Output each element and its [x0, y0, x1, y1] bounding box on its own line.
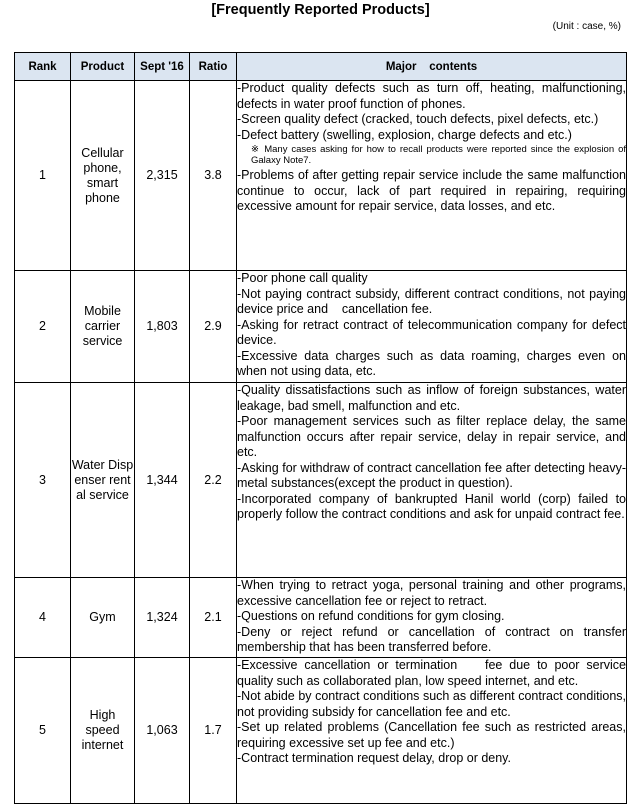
- count-cell: 1,063: [135, 658, 190, 804]
- content-item: -Product quality defects such as turn off, heating, malfunctioning, defects in water proof function of phones.: [237, 81, 626, 111]
- unit-label: (Unit : case, %): [552, 21, 621, 32]
- table-row: [15, 271, 627, 383]
- ratio-cell: 2.2: [190, 383, 237, 578]
- content-note: ※ Many cases asking for how to recall products were reported since the explosion of Galaxy Note7.: [251, 144, 626, 166]
- content-item: -Excessive data charges such as data roaming, charges even on when not using data, etc.: [237, 348, 626, 378]
- header-product: Product: [71, 53, 135, 81]
- contents-cell: [237, 271, 630, 383]
- table-row: [15, 383, 627, 578]
- page-title: [Frequently Reported Products]: [211, 2, 430, 18]
- content-item: -Poor management services such as filter replace delay, the same malfunction occurs after repair service, delay in repair service, and etc.: [237, 414, 626, 459]
- product-cell: Gym: [71, 578, 135, 658]
- content-item: -Quality dissatisfactions such as inflow of foreign substances, water leakage, bad smell, malfunction and etc.: [237, 383, 626, 413]
- contents-cell: [237, 81, 627, 271]
- content-item: -Set up related problems (Cancellation fee such as restricted areas, requiring excessive set up fee and etc.): [237, 720, 626, 750]
- rank-cell: 4: [15, 578, 71, 658]
- ratio-cell: 1.7: [190, 658, 237, 804]
- ratio-cell: 3.8: [190, 81, 237, 271]
- rank-cell: 5: [15, 658, 71, 804]
- content-item: -Incorporated company of bankrupted Hanil world (corp) failed to properly follow the contract conditions and ask for unpaid contract fee.: [237, 491, 626, 521]
- product-cell: Cellular phone, smart phone: [71, 81, 135, 271]
- contents-cell: [237, 578, 627, 658]
- table-row: [15, 81, 627, 271]
- content-item: -Questions on refund conditions for gym closing.: [237, 609, 505, 623]
- content-item: -When trying to retract yoga, personal training and other programs, excessive cancellation fee or reject to retract.: [237, 578, 626, 608]
- contents-cell: [237, 658, 630, 804]
- content-item: -Not abide by contract conditions such as different contract conditions, not providing subsidy for cancellation fee and etc.: [237, 689, 626, 719]
- header-ratio: Ratio: [190, 53, 237, 81]
- contents-cell: [237, 383, 627, 578]
- rank-cell: 3: [15, 383, 71, 578]
- content-item: -Poor phone call quality: [237, 271, 368, 285]
- content-item: -Deny or reject refund or cancellation of contract on transfer membership that has been transferred before.: [237, 624, 626, 654]
- content-item: -Excessive cancellation or termination fee due to poor service quality such as collaborated plan, low speed internet, and etc.: [237, 658, 630, 688]
- content-item: -Not paying contract subsidy, different contract conditions, not paying device price and cancellation fee.: [237, 286, 630, 316]
- product-cell: Mobile carrier service: [71, 271, 135, 383]
- table-row: [15, 658, 627, 804]
- count-cell: 1,324: [135, 578, 190, 658]
- ratio-cell: 2.9: [190, 271, 237, 383]
- content-item: -Screen quality defect (cracked, touch defects, pixel defects, etc.): [237, 112, 599, 126]
- header-row: [15, 53, 627, 81]
- count-cell: 1,344: [135, 383, 190, 578]
- header-rank: Rank: [15, 53, 71, 81]
- rank-cell: 1: [15, 81, 71, 271]
- table-row: [15, 578, 627, 658]
- content-item: -Asking for withdraw of contract cancellation fee after detecting heavy-metal substances(except the product in question).: [237, 460, 626, 490]
- header-contents: Major contents: [237, 53, 627, 81]
- content-item: -Defect battery (swelling, explosion, charge defects and etc.): [237, 127, 572, 142]
- content-item: -Contract termination request delay, drop or deny.: [237, 751, 511, 765]
- header-sept: Sept '16: [135, 53, 190, 81]
- ratio-cell: 2.1: [190, 578, 237, 658]
- count-cell: 2,315: [135, 81, 190, 271]
- products-table: [14, 52, 630, 804]
- content-item: -Asking for retract contract of telecommunication company for defect device.: [237, 317, 626, 347]
- count-cell: 1,803: [135, 271, 190, 383]
- rank-cell: 2: [15, 271, 71, 383]
- product-cell: High speed internet: [71, 658, 135, 804]
- product-cell: Water Dispenser rental service: [71, 383, 135, 578]
- content-item: -Problems of after getting repair service include the same malfunction continue to occur, lack of part required in repairing, requiring excessive amount for repair service, data losses, and etc.: [237, 168, 626, 213]
